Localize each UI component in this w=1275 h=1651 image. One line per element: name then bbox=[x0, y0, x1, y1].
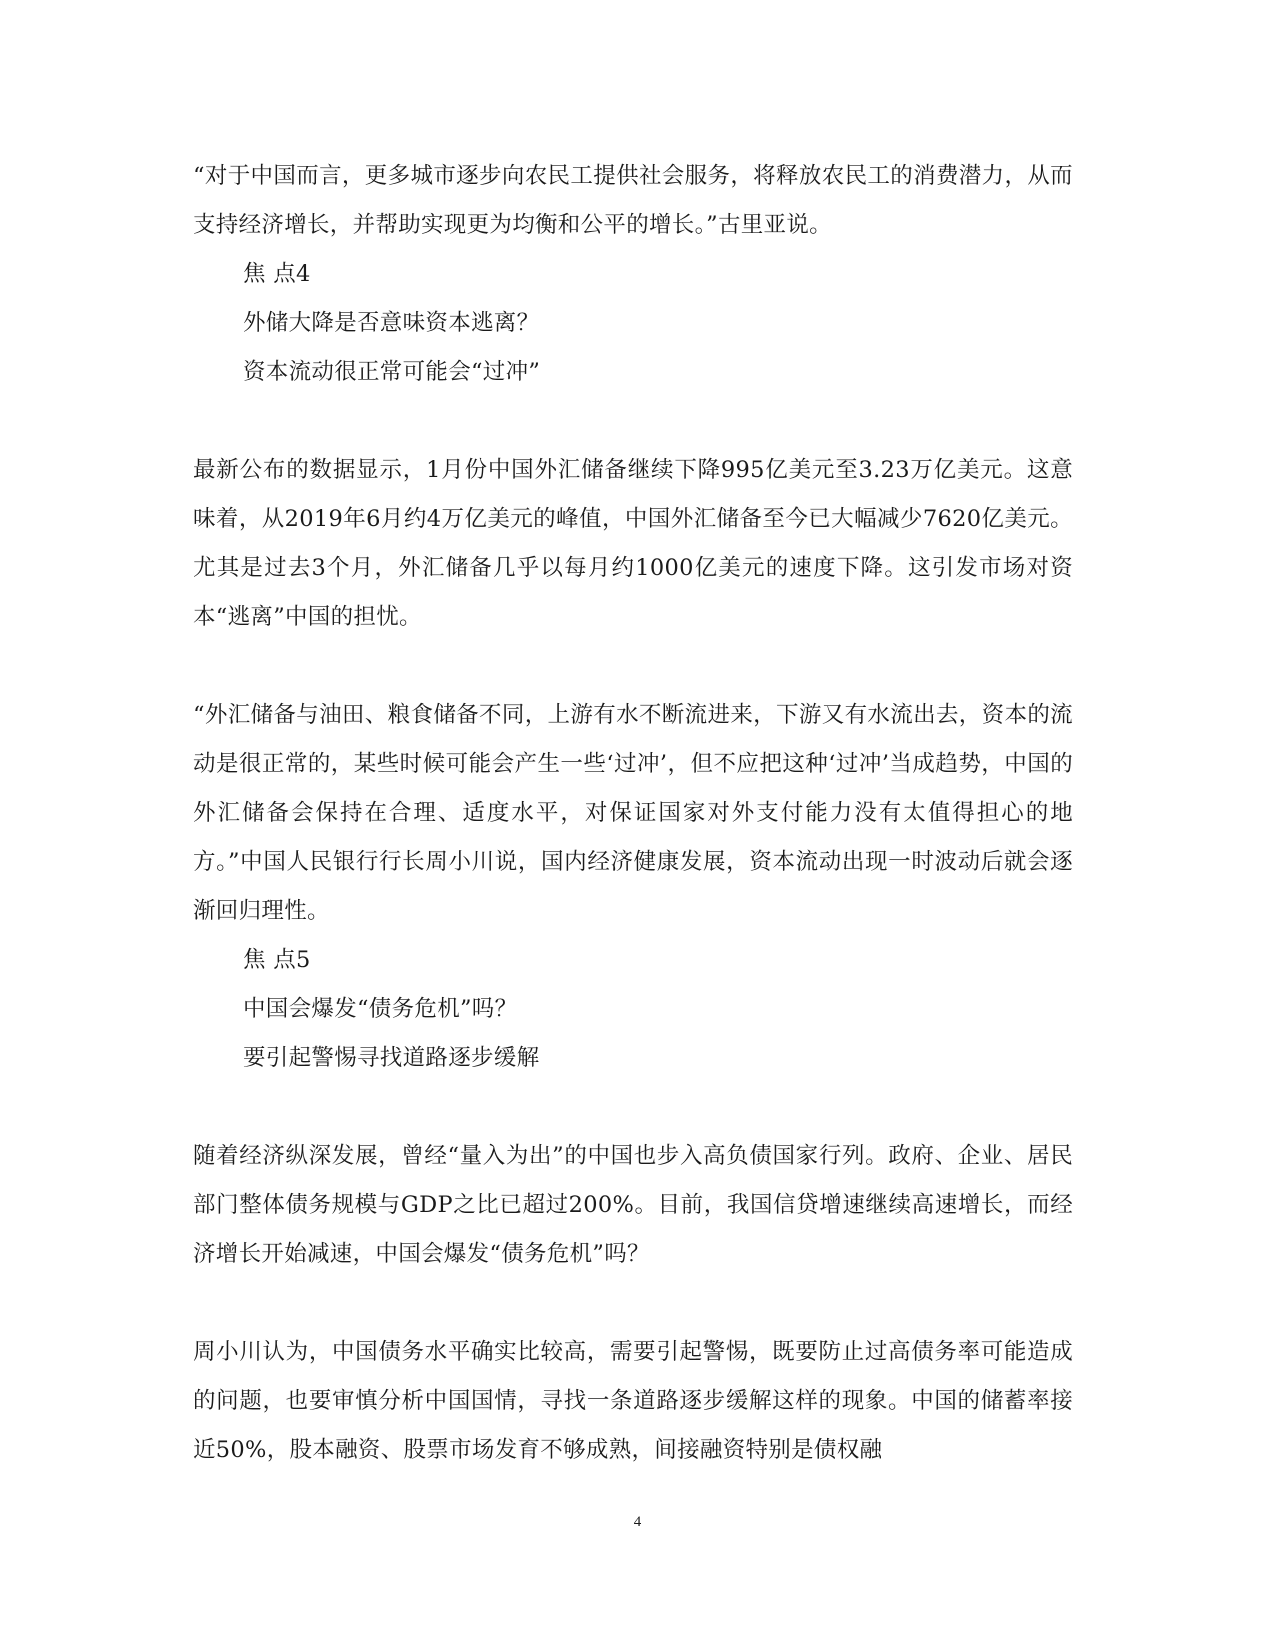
page-number: 4 bbox=[633, 1514, 642, 1530]
paragraph-quote-zhou: “外汇储备与油田、粮食储备不同，上游有水不断流进来，下游又有水流出去，资本的流动是很正常的，某些时候可能会产生一些‘过冲’，但不应把这种‘过冲’当成趋势，中国的外汇储备会保持在合理、适度水平，对保证国家对外支付能力没有太值得担心的地方。”中国人民银行行长周小川说，国内经济健康发展，资本流动出现一时波动后就会逐渐回归理性。 bbox=[193, 702, 1073, 924]
focus-heading-4: 焦 点4 bbox=[243, 261, 311, 287]
paragraph-zhou-debt-view: 周小川认为，中国债务水平确实比较高，需要引起警惕，既要防止过高债务率可能造成的问题，也要审慎分析中国国情，寻找一条道路逐步缓解这样的现象。中国的储蓄率接近50%，股本融资、股票市场发育不够成熟，间接融资特别是债权融 bbox=[193, 1339, 1073, 1463]
paragraph-spacer bbox=[193, 397, 1073, 446]
document-body bbox=[193, 152, 1073, 1475]
paragraph-spacer bbox=[193, 1083, 1073, 1132]
focus-subtitle-4: 资本流动很正常可能会“过冲” bbox=[243, 359, 541, 385]
focus-heading-5: 焦 点5 bbox=[243, 947, 311, 973]
paragraph-spacer bbox=[193, 642, 1073, 691]
paragraph-debt-crisis: 随着经济纵深发展，曾经“量入为出”的中国也步入高负债国家行列。政府、企业、居民部门整体债务规模与GDP之比已超过200%。目前，我国信贷增速继续高速增长，而经济增长开始减速，中国会爆发“债务危机”吗？ bbox=[193, 1143, 1073, 1267]
focus-question-5: 中国会爆发“债务危机”吗？ bbox=[243, 996, 518, 1022]
focus-question-4: 外储大降是否意味资本逃离？ bbox=[243, 310, 540, 336]
focus-subtitle-5: 要引起警惕寻找道路逐步缓解 bbox=[243, 1045, 540, 1071]
paragraph-forex-reserves: 最新公布的数据显示，1月份中国外汇储备继续下降995亿美元至3.23万亿美元。这意味着，从2019年6月约4万亿美元的峰值，中国外汇储备至今已大幅减少7620亿美元。尤其是过去3个月，外汇储备几乎以每月约1000亿美元的速度下降。这引发市场对资本“逃离”中国的担忧。 bbox=[193, 457, 1073, 630]
paragraph-spacer bbox=[193, 1279, 1073, 1328]
paragraph-quote-guriya: “对于中国而言，更多城市逐步向农民工提供社会服务，将释放农民工的消费潜力，从而支持经济增长，并帮助实现更为均衡和公平的增长。”古里亚说。 bbox=[193, 163, 1073, 238]
